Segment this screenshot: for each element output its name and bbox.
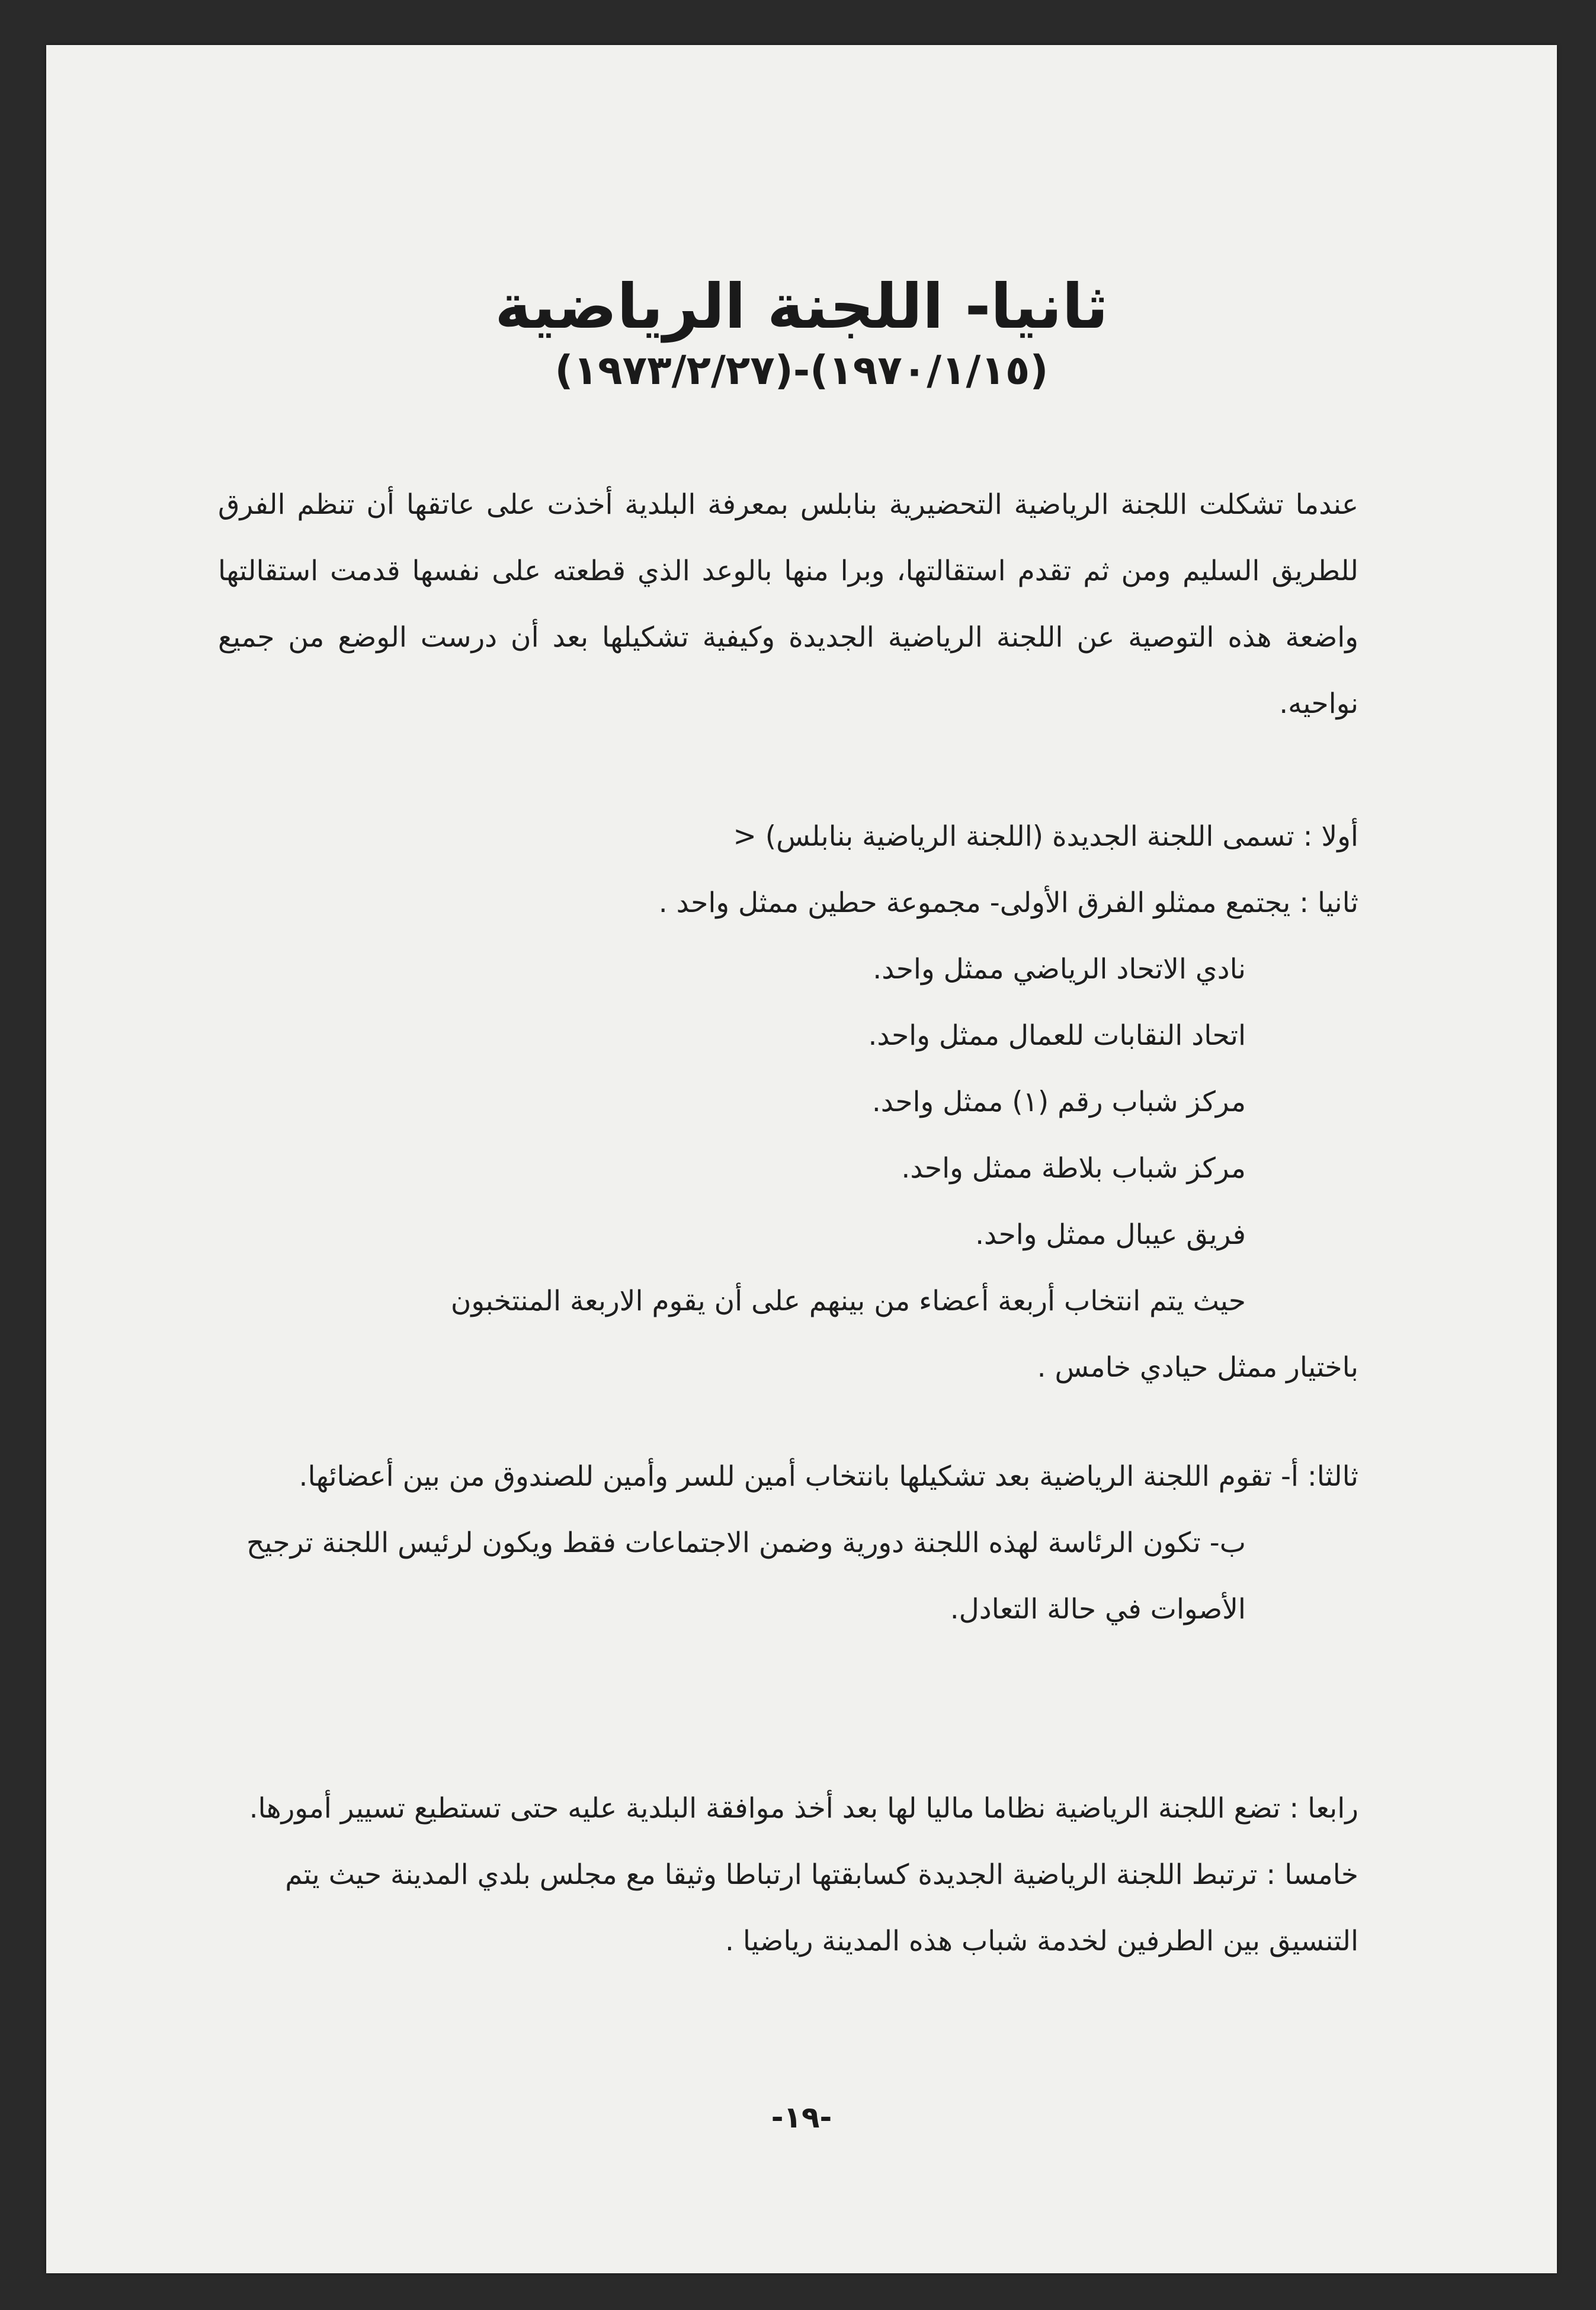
clause-fifth: خامسا : ترتبط اللجنة الرياضية الجديدة كسابقتها ارتباطا وثيقا مع مجلس بلدي المدينة حيث يتم التنسيق بين الطرفين لخدمة شباب هذه المدينة رياضيا . bbox=[285, 1858, 1358, 1957]
clause-second: ثانيا : يجتمع ممثلو الفرق الأولى- مجموعة حطين ممثل واحد . bbox=[658, 887, 1358, 919]
date-range: (١٩٧٠/١/١٥)-(١٩٧٣/٢/٢٧) bbox=[555, 347, 1049, 394]
list-item: اتحاد النقابات للعمال ممثل واحد. bbox=[868, 1019, 1246, 1052]
page-title: ثانيا- اللجنة الرياضية bbox=[495, 270, 1108, 343]
list-item: مركز شباب رقم (١) ممثل واحد. bbox=[871, 1086, 1246, 1118]
clause-third-b: ب- تكون الرئاسة لهذه اللجنة دورية وضمن الاجتماعات فقط ويكون لرئيس اللجنة ترجيح الأصوات في حالة التعادل. bbox=[246, 1527, 1246, 1626]
clause-second-closing: حيث يتم انتخاب أربعة أعضاء من بينهم على أن يقوم الاربعة المنتخبون bbox=[450, 1285, 1246, 1317]
clauses-fourth-fifth bbox=[218, 1775, 1358, 1975]
list-item: نادي الاتحاد الرياضي ممثل واحد. bbox=[873, 953, 1246, 986]
clauses-first-second bbox=[218, 804, 1358, 1401]
list-item: مركز شباب بلاطة ممثل واحد. bbox=[901, 1152, 1246, 1185]
clause-fourth: رابعا : تضع اللجنة الرياضية نظاما ماليا لها بعد أخذ موافقة البلدية عليه حتى تستطيع تسيير أمورها. bbox=[249, 1792, 1358, 1825]
clause-first: أولا : تسمى اللجنة الجديدة (اللجنة الرياضية بنابلس) < bbox=[733, 820, 1358, 853]
intro-paragraph: عندما تشكلت اللجنة الرياضية التحضيرية بنابلس بمعرفة البلدية أخذت على عاتقها أن تنظم الفرق للطريق السليم ومن ثم تقدم استقالتها، وبرا منها بالوعد الذي قطعته على نفسها قدمت استقالتها واضعة هذه التوصية عن اللجنة الرياضية الجديدة وكيفية تشكيلها بعد أن درست الوضع من جميع نواحيه. bbox=[218, 488, 1358, 720]
page-number: -١٩- bbox=[771, 2100, 832, 2135]
list-item: فريق عيبال ممثل واحد. bbox=[975, 1218, 1246, 1251]
clause-third-a: ثالثا: أ- تقوم اللجنة الرياضية بعد تشكيلها بانتخاب أمين للسر وأمين للصندوق من بين أعضائها. bbox=[299, 1460, 1358, 1493]
clause-third bbox=[218, 1444, 1358, 1643]
document-page bbox=[46, 45, 1557, 2273]
clause-second-closing-end: باختيار ممثل حيادي خامس . bbox=[1037, 1351, 1358, 1384]
